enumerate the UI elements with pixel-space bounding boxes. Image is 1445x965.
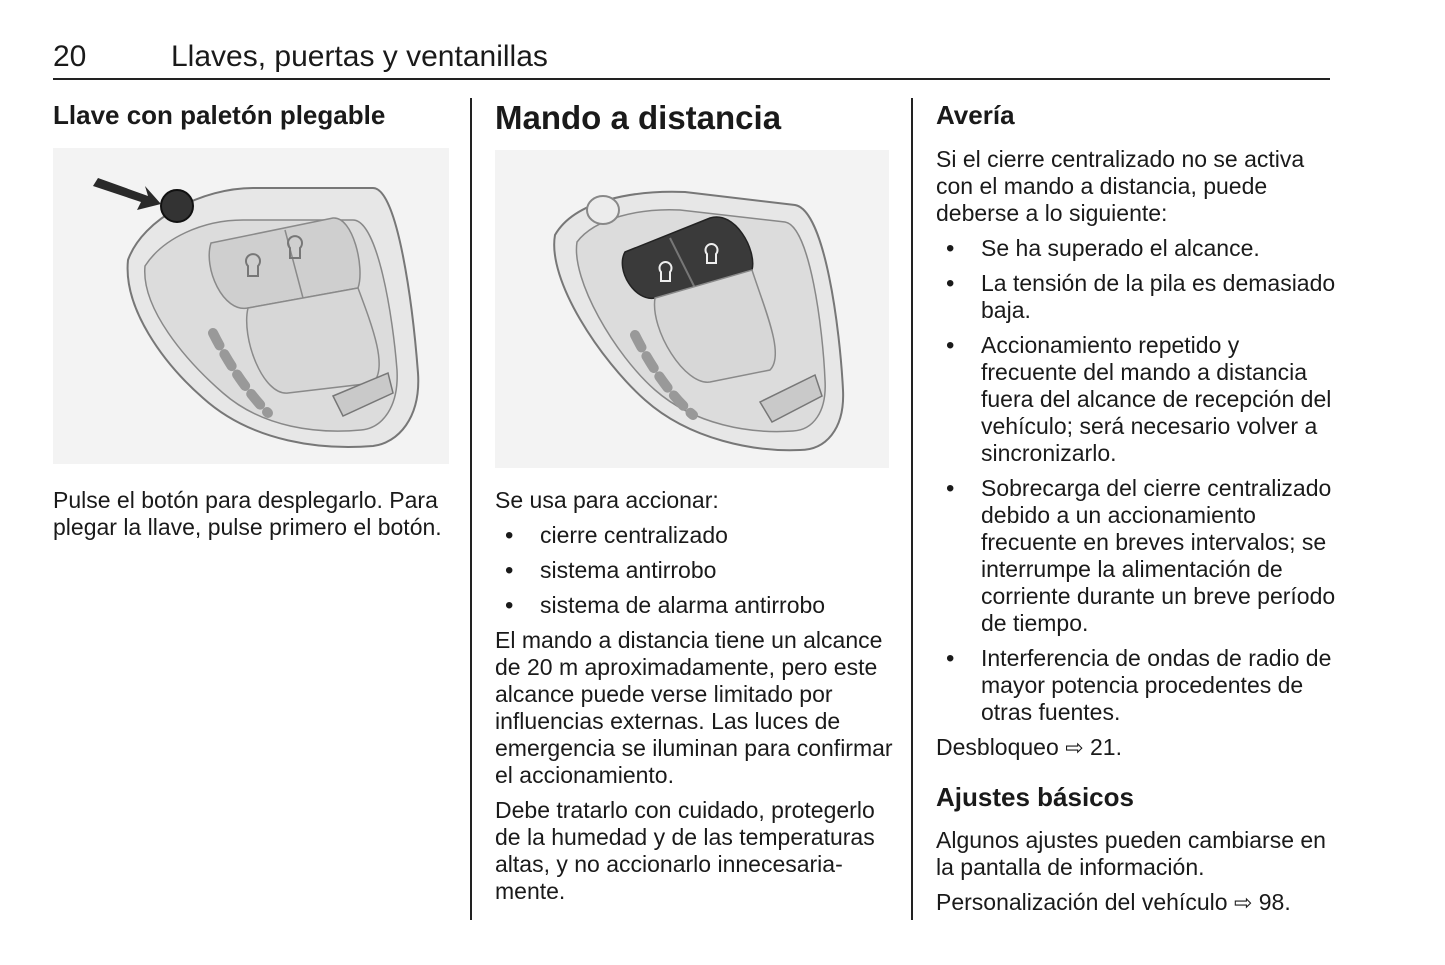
paragraph-care: Debe tratarlo con cuidado, protegerlo de la humedad y de las temperaturas altas, y no accionarlo innecesariamente. [495, 797, 875, 904]
section-heading-folding-key: Llave con paletón plegable [53, 100, 386, 130]
list-item: • Sobrecarga del cierre centralizado debido a un accionamiento frecuente en breves intervalos; se interrumpe la alimentación de corriente durante un breve período de tiempo. [936, 475, 1336, 637]
remote-control-illustration [495, 150, 889, 468]
paragraph-range: El mando a distancia tiene un alcance de 20 m aproximadamente, pero este alcance puede verse limitado por influencias externas. Las luces de emergencia se iluminan para confirmar el accionamiento. [495, 627, 893, 788]
cross-reference-customization[interactable] [936, 889, 1336, 916]
column-divider [470, 98, 472, 920]
cross-reference-page: 98. [1258, 889, 1291, 915]
cross-reference-label: Desbloqueo [936, 734, 1059, 760]
list-item: • cierre centralizado [495, 522, 895, 549]
list-item: • Interferencia de ondas de radio de mayor potencia procedentes de otras fuentes. [936, 645, 1336, 726]
list-item: • sistema de alarma antirrobo [495, 592, 895, 619]
list-item: • La tensión de la pila es demasiado baja. [936, 270, 1336, 324]
caption-folding-key: Pulse el botón para desplegarlo. Para plegar la llave, pulse primero el botón. [53, 487, 442, 540]
cross-reference-page: 21. [1089, 734, 1122, 760]
section-heading-remote-control: Mando a distancia [495, 99, 782, 136]
cross-reference-arrow-icon: ⇨ [1233, 890, 1253, 915]
settings-text: Algunos ajustes pueden cambiarse en la pantalla de información. [936, 827, 1326, 880]
column-remote-control [495, 96, 895, 905]
fault-intro: Si el cierre centralizado no se activa con el mando a distancia, puede deberse a lo siguiente: [936, 146, 1305, 226]
list-item: • Se ha superado el alcance. [936, 235, 1336, 262]
column-folding-key [53, 96, 453, 541]
fault-causes-list [936, 235, 1336, 726]
folding-key-illustration [53, 148, 449, 464]
page-number: 20 [53, 40, 87, 73]
list-item: • sistema antirrobo [495, 557, 895, 584]
uses-list [495, 522, 895, 619]
page-header [53, 40, 1330, 80]
column-divider [911, 98, 913, 920]
cross-reference-arrow-icon: ⇨ [1065, 735, 1084, 760]
section-heading-basic-settings: Ajustes básicos [936, 782, 1134, 812]
column-fault [936, 96, 1336, 916]
cross-reference-label: Personalización del vehículo [936, 889, 1228, 915]
section-heading-fault: Avería [936, 100, 1015, 130]
intro-uses: Se usa para accionar: [495, 487, 719, 513]
chapter-title: Llaves, puertas y ventanillas [171, 40, 548, 73]
cross-reference-unlock[interactable] [936, 734, 1336, 761]
list-item: • Accionamiento repetido y frecuente del mando a distancia fuera del alcance de recepción del vehículo; será necesario volver a sincronizarlo. [936, 332, 1336, 467]
